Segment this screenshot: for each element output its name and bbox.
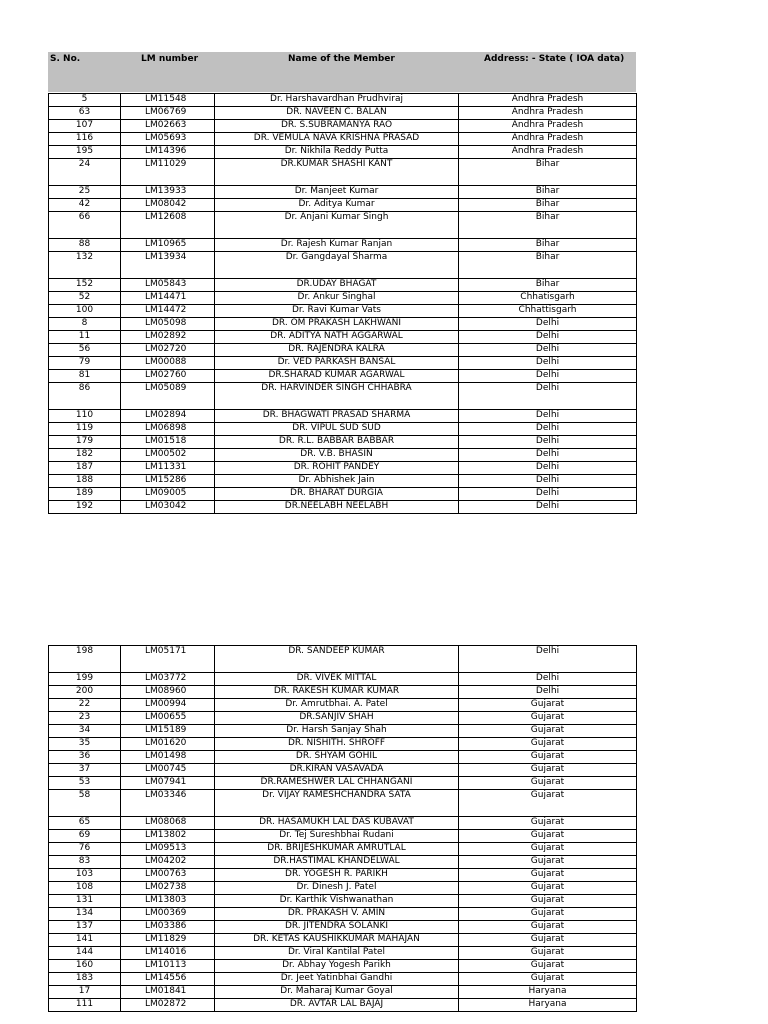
cell-state: Bihar bbox=[459, 239, 637, 252]
cell-lm-number: LM13802 bbox=[121, 830, 215, 843]
cell-sno: 58 bbox=[49, 790, 121, 817]
table-row bbox=[49, 882, 637, 895]
cell-state: Delhi bbox=[459, 475, 637, 488]
cell-state: Gujarat bbox=[459, 738, 637, 751]
cell-sno: 25 bbox=[49, 186, 121, 199]
cell-sno: 183 bbox=[49, 973, 121, 986]
table-row bbox=[49, 252, 637, 279]
cell-state: Gujarat bbox=[459, 895, 637, 908]
cell-sno: 200 bbox=[49, 686, 121, 699]
cell-sno: 134 bbox=[49, 908, 121, 921]
table-row bbox=[49, 279, 637, 292]
cell-lm-number: LM00763 bbox=[121, 869, 215, 882]
cell-sno: 65 bbox=[49, 817, 121, 830]
cell-member-name: Dr. Manjeet Kumar bbox=[215, 186, 459, 199]
cell-member-name: DR. R.L. BABBAR BABBAR bbox=[215, 436, 459, 449]
table-row bbox=[49, 725, 637, 738]
cell-lm-number: LM02894 bbox=[121, 410, 215, 423]
cell-member-name: DR. HARVINDER SINGH CHHABRA bbox=[215, 383, 459, 410]
cell-lm-number: LM13934 bbox=[121, 252, 215, 279]
cell-lm-number: LM00745 bbox=[121, 764, 215, 777]
cell-state: Gujarat bbox=[459, 973, 637, 986]
table-row bbox=[49, 199, 637, 212]
cell-member-name: Dr. Amrutbhai. A. Patel bbox=[215, 699, 459, 712]
cell-state: Chhatisgarh bbox=[459, 292, 637, 305]
cell-state: Delhi bbox=[459, 501, 637, 514]
cell-lm-number: LM00369 bbox=[121, 908, 215, 921]
cell-state: Delhi bbox=[459, 383, 637, 410]
cell-lm-number: LM08042 bbox=[121, 199, 215, 212]
cell-state: Bihar bbox=[459, 186, 637, 199]
cell-lm-number: LM03772 bbox=[121, 673, 215, 686]
cell-sno: 116 bbox=[49, 133, 121, 146]
cell-state: Gujarat bbox=[459, 947, 637, 960]
cell-member-name: Dr. Anjani Kumar Singh bbox=[215, 212, 459, 239]
cell-lm-number: LM11829 bbox=[121, 934, 215, 947]
cell-lm-number: LM02663 bbox=[121, 120, 215, 133]
cell-state: Haryana bbox=[459, 999, 637, 1012]
cell-lm-number: LM01518 bbox=[121, 436, 215, 449]
table-row bbox=[49, 107, 637, 120]
cell-state: Gujarat bbox=[459, 751, 637, 764]
cell-member-name: DR. RAJENDRA KALRA bbox=[215, 344, 459, 357]
cell-sno: 83 bbox=[49, 856, 121, 869]
cell-member-name: DR. VIPUL SUD SUD bbox=[215, 423, 459, 436]
header-lm-number: LM number bbox=[141, 54, 199, 64]
cell-lm-number: LM05693 bbox=[121, 133, 215, 146]
cell-state: Delhi bbox=[459, 686, 637, 699]
cell-member-name: DR. YOGESH R. PARIKH bbox=[215, 869, 459, 882]
cell-sno: 69 bbox=[49, 830, 121, 843]
cell-state: Delhi bbox=[459, 646, 637, 673]
cell-state: Chhattisgarh bbox=[459, 305, 637, 318]
cell-lm-number: LM04202 bbox=[121, 856, 215, 869]
cell-lm-number: LM09005 bbox=[121, 488, 215, 501]
cell-sno: 110 bbox=[49, 410, 121, 423]
table-header bbox=[48, 52, 636, 92]
table-row bbox=[49, 934, 637, 947]
cell-member-name: DR.SANJIV SHAH bbox=[215, 712, 459, 725]
cell-lm-number: LM02892 bbox=[121, 331, 215, 344]
cell-state: Gujarat bbox=[459, 908, 637, 921]
table-row bbox=[49, 895, 637, 908]
cell-lm-number: LM15286 bbox=[121, 475, 215, 488]
cell-member-name: DR. S.SUBRAMANYA RAO bbox=[215, 120, 459, 133]
table-row bbox=[49, 357, 637, 370]
table-row bbox=[49, 830, 637, 843]
cell-member-name: Dr. Dinesh J. Patel bbox=[215, 882, 459, 895]
cell-member-name: DR.UDAY BHAGAT bbox=[215, 279, 459, 292]
cell-state: Andhra Pradesh bbox=[459, 94, 637, 107]
cell-lm-number: LM02738 bbox=[121, 882, 215, 895]
cell-member-name: DR. OM PRAKASH LAKHWANI bbox=[215, 318, 459, 331]
cell-sno: 42 bbox=[49, 199, 121, 212]
cell-sno: 187 bbox=[49, 462, 121, 475]
cell-sno: 81 bbox=[49, 370, 121, 383]
table-row bbox=[49, 843, 637, 856]
cell-sno: 17 bbox=[49, 986, 121, 999]
table-row bbox=[49, 159, 637, 186]
cell-member-name: DR. ADITYA NATH AGGARWAL bbox=[215, 331, 459, 344]
cell-state: Delhi bbox=[459, 423, 637, 436]
cell-state: Gujarat bbox=[459, 856, 637, 869]
cell-lm-number: LM07941 bbox=[121, 777, 215, 790]
cell-member-name: DR.NEELABH NEELABH bbox=[215, 501, 459, 514]
cell-state: Gujarat bbox=[459, 830, 637, 843]
table-row bbox=[49, 501, 637, 514]
cell-state: Andhra Pradesh bbox=[459, 107, 637, 120]
table-row bbox=[49, 764, 637, 777]
table-row bbox=[49, 817, 637, 830]
table-row bbox=[49, 318, 637, 331]
cell-sno: 23 bbox=[49, 712, 121, 725]
cell-member-name: Dr. Tej Sureshbhai Rudani bbox=[215, 830, 459, 843]
cell-member-name: DR. VEMULA NAVA KRISHNA PRASAD bbox=[215, 133, 459, 146]
cell-member-name: DR. KETAS KAUSHIKKUMAR MAHAJAN bbox=[215, 934, 459, 947]
cell-lm-number: LM14556 bbox=[121, 973, 215, 986]
cell-state: Bihar bbox=[459, 199, 637, 212]
cell-sno: 100 bbox=[49, 305, 121, 318]
cell-sno: 195 bbox=[49, 146, 121, 159]
table-row bbox=[49, 410, 637, 423]
cell-sno: 132 bbox=[49, 252, 121, 279]
cell-member-name: Dr. Aditya Kumar bbox=[215, 199, 459, 212]
cell-sno: 63 bbox=[49, 107, 121, 120]
cell-sno: 144 bbox=[49, 947, 121, 960]
cell-lm-number: LM03386 bbox=[121, 921, 215, 934]
table-row bbox=[49, 947, 637, 960]
cell-member-name: Dr. Abhishek Jain bbox=[215, 475, 459, 488]
table-row bbox=[49, 94, 637, 107]
cell-lm-number: LM00502 bbox=[121, 449, 215, 462]
member-table-2 bbox=[48, 645, 637, 1012]
cell-member-name: DR. V.B. BHASIN bbox=[215, 449, 459, 462]
cell-state: Gujarat bbox=[459, 712, 637, 725]
cell-member-name: DR. VIVEK MITTAL bbox=[215, 673, 459, 686]
cell-state: Gujarat bbox=[459, 882, 637, 895]
cell-sno: 199 bbox=[49, 673, 121, 686]
table-row bbox=[49, 344, 637, 357]
cell-sno: 107 bbox=[49, 120, 121, 133]
cell-sno: 131 bbox=[49, 895, 121, 908]
table-row bbox=[49, 712, 637, 725]
cell-member-name: Dr. Ankur Singhal bbox=[215, 292, 459, 305]
cell-member-name: DR. NISHITH. SHROFF bbox=[215, 738, 459, 751]
cell-lm-number: LM15189 bbox=[121, 725, 215, 738]
cell-lm-number: LM00088 bbox=[121, 357, 215, 370]
table-row bbox=[49, 186, 637, 199]
table-row bbox=[49, 383, 637, 410]
cell-member-name: DR. ROHIT PANDEY bbox=[215, 462, 459, 475]
cell-sno: 198 bbox=[49, 646, 121, 673]
cell-sno: 36 bbox=[49, 751, 121, 764]
cell-state: Gujarat bbox=[459, 777, 637, 790]
cell-lm-number: LM05843 bbox=[121, 279, 215, 292]
cell-lm-number: LM02720 bbox=[121, 344, 215, 357]
cell-state: Delhi bbox=[459, 318, 637, 331]
cell-sno: 152 bbox=[49, 279, 121, 292]
cell-member-name: Dr. Karthik Vishwanathan bbox=[215, 895, 459, 908]
cell-state: Delhi bbox=[459, 344, 637, 357]
cell-sno: 141 bbox=[49, 934, 121, 947]
cell-state: Bihar bbox=[459, 252, 637, 279]
cell-state: Gujarat bbox=[459, 699, 637, 712]
cell-sno: 108 bbox=[49, 882, 121, 895]
table-row bbox=[49, 646, 637, 673]
table-row bbox=[49, 738, 637, 751]
cell-sno: 8 bbox=[49, 318, 121, 331]
cell-sno: 86 bbox=[49, 383, 121, 410]
cell-lm-number: LM08960 bbox=[121, 686, 215, 699]
cell-lm-number: LM11331 bbox=[121, 462, 215, 475]
cell-sno: 119 bbox=[49, 423, 121, 436]
cell-sno: 111 bbox=[49, 999, 121, 1012]
cell-sno: 22 bbox=[49, 699, 121, 712]
table-row bbox=[49, 305, 637, 318]
cell-state: Gujarat bbox=[459, 790, 637, 817]
cell-lm-number: LM05098 bbox=[121, 318, 215, 331]
cell-state: Delhi bbox=[459, 436, 637, 449]
cell-sno: 189 bbox=[49, 488, 121, 501]
cell-member-name: Dr. Abhay Yogesh Parikh bbox=[215, 960, 459, 973]
cell-sno: 79 bbox=[49, 357, 121, 370]
cell-state: Delhi bbox=[459, 410, 637, 423]
cell-member-name: DR.HASTIMAL KHANDELWAL bbox=[215, 856, 459, 869]
table-row bbox=[49, 973, 637, 986]
cell-sno: 5 bbox=[49, 94, 121, 107]
cell-state: Gujarat bbox=[459, 869, 637, 882]
cell-member-name: DR.RAMESHWER LAL CHHANGANI bbox=[215, 777, 459, 790]
cell-state: Delhi bbox=[459, 488, 637, 501]
cell-member-name: Dr. Maharaj Kumar Goyal bbox=[215, 986, 459, 999]
cell-sno: 56 bbox=[49, 344, 121, 357]
cell-member-name: DR. BRIJESHKUMAR AMRUTLAL bbox=[215, 843, 459, 856]
cell-lm-number: LM01841 bbox=[121, 986, 215, 999]
cell-member-name: Dr. VIJAY RAMESHCHANDRA SATA bbox=[215, 790, 459, 817]
cell-state: Andhra Pradesh bbox=[459, 133, 637, 146]
cell-lm-number: LM10113 bbox=[121, 960, 215, 973]
table-row bbox=[49, 908, 637, 921]
header-sno: S. No. bbox=[50, 54, 81, 64]
cell-state: Gujarat bbox=[459, 960, 637, 973]
cell-sno: 53 bbox=[49, 777, 121, 790]
cell-lm-number: LM03042 bbox=[121, 501, 215, 514]
cell-state: Delhi bbox=[459, 357, 637, 370]
cell-lm-number: LM10965 bbox=[121, 239, 215, 252]
table-row bbox=[49, 462, 637, 475]
cell-sno: 182 bbox=[49, 449, 121, 462]
table-row bbox=[49, 856, 637, 869]
cell-member-name: DR.KIRAN VASAVADA bbox=[215, 764, 459, 777]
table-row bbox=[49, 921, 637, 934]
cell-state: Haryana bbox=[459, 986, 637, 999]
cell-lm-number: LM00655 bbox=[121, 712, 215, 725]
table-row bbox=[49, 777, 637, 790]
cell-sno: 52 bbox=[49, 292, 121, 305]
cell-member-name: Dr. Viral Kantilal Patel bbox=[215, 947, 459, 960]
cell-member-name: Dr. Nikhila Reddy Putta bbox=[215, 146, 459, 159]
table-row bbox=[49, 212, 637, 239]
cell-lm-number: LM11029 bbox=[121, 159, 215, 186]
cell-sno: 37 bbox=[49, 764, 121, 777]
header-member-name: Name of the Member bbox=[288, 54, 395, 64]
cell-state: Gujarat bbox=[459, 934, 637, 947]
cell-lm-number: LM13933 bbox=[121, 186, 215, 199]
cell-member-name: Dr. Ravi Kumar Vats bbox=[215, 305, 459, 318]
cell-member-name: DR. RAKESH KUMAR KUMAR bbox=[215, 686, 459, 699]
cell-state: Gujarat bbox=[459, 764, 637, 777]
cell-member-name: Dr. Gangdayal Sharma bbox=[215, 252, 459, 279]
table-row bbox=[49, 436, 637, 449]
table-row bbox=[49, 449, 637, 462]
cell-member-name: DR. SHYAM GOHIL bbox=[215, 751, 459, 764]
cell-lm-number: LM02760 bbox=[121, 370, 215, 383]
table-row bbox=[49, 488, 637, 501]
table-row bbox=[49, 790, 637, 817]
cell-member-name: DR. BHAGWATI PRASAD SHARMA bbox=[215, 410, 459, 423]
cell-state: Delhi bbox=[459, 462, 637, 475]
cell-sno: 11 bbox=[49, 331, 121, 344]
cell-member-name: DR. JITENDRA SOLANKI bbox=[215, 921, 459, 934]
member-table-2-body bbox=[49, 646, 637, 1012]
cell-sno: 88 bbox=[49, 239, 121, 252]
cell-lm-number: LM14016 bbox=[121, 947, 215, 960]
cell-state: Delhi bbox=[459, 449, 637, 462]
table-row bbox=[49, 869, 637, 882]
cell-state: Delhi bbox=[459, 331, 637, 344]
cell-member-name: Dr. Jeet Yatinbhai Gandhi bbox=[215, 973, 459, 986]
table-row bbox=[49, 423, 637, 436]
table-row bbox=[49, 331, 637, 344]
cell-state: Delhi bbox=[459, 370, 637, 383]
cell-lm-number: LM05089 bbox=[121, 383, 215, 410]
table-row bbox=[49, 673, 637, 686]
cell-state: Bihar bbox=[459, 279, 637, 292]
cell-member-name: DR. PRAKASH V. AMIN bbox=[215, 908, 459, 921]
cell-member-name: DR.SHARAD KUMAR AGARWAL bbox=[215, 370, 459, 383]
table-row bbox=[49, 292, 637, 305]
cell-lm-number: LM13803 bbox=[121, 895, 215, 908]
cell-lm-number: LM02872 bbox=[121, 999, 215, 1012]
table-row bbox=[49, 699, 637, 712]
cell-sno: 192 bbox=[49, 501, 121, 514]
cell-state: Bihar bbox=[459, 159, 637, 186]
cell-lm-number: LM11548 bbox=[121, 94, 215, 107]
cell-state: Andhra Pradesh bbox=[459, 146, 637, 159]
cell-member-name: DR. NAVEEN C. BALAN bbox=[215, 107, 459, 120]
cell-state: Gujarat bbox=[459, 725, 637, 738]
table-row bbox=[49, 475, 637, 488]
cell-lm-number: LM00994 bbox=[121, 699, 215, 712]
table-row bbox=[49, 986, 637, 999]
table-row bbox=[49, 133, 637, 146]
cell-sno: 137 bbox=[49, 921, 121, 934]
cell-sno: 179 bbox=[49, 436, 121, 449]
cell-lm-number: LM08068 bbox=[121, 817, 215, 830]
cell-sno: 103 bbox=[49, 869, 121, 882]
table-row bbox=[49, 120, 637, 133]
cell-sno: 188 bbox=[49, 475, 121, 488]
cell-sno: 35 bbox=[49, 738, 121, 751]
cell-state: Gujarat bbox=[459, 817, 637, 830]
cell-member-name: DR. AVTAR LAL BAJAJ bbox=[215, 999, 459, 1012]
cell-member-name: DR. SANDEEP KUMAR bbox=[215, 646, 459, 673]
cell-lm-number: LM01498 bbox=[121, 751, 215, 764]
table-row bbox=[49, 146, 637, 159]
cell-lm-number: LM06769 bbox=[121, 107, 215, 120]
cell-member-name: DR. BHARAT DURGIA bbox=[215, 488, 459, 501]
cell-lm-number: LM06898 bbox=[121, 423, 215, 436]
cell-lm-number: LM09513 bbox=[121, 843, 215, 856]
cell-member-name: Dr. Rajesh Kumar Ranjan bbox=[215, 239, 459, 252]
cell-sno: 34 bbox=[49, 725, 121, 738]
cell-lm-number: LM14472 bbox=[121, 305, 215, 318]
member-table-1-body bbox=[49, 94, 637, 514]
cell-lm-number: LM14471 bbox=[121, 292, 215, 305]
cell-sno: 160 bbox=[49, 960, 121, 973]
cell-member-name: Dr. Harsh Sanjay Shah bbox=[215, 725, 459, 738]
cell-lm-number: LM05171 bbox=[121, 646, 215, 673]
cell-member-name: Dr. VED PARKASH BANSAL bbox=[215, 357, 459, 370]
cell-state: Delhi bbox=[459, 673, 637, 686]
cell-sno: 24 bbox=[49, 159, 121, 186]
member-table-1 bbox=[48, 93, 637, 514]
cell-lm-number: LM12608 bbox=[121, 212, 215, 239]
cell-lm-number: LM14396 bbox=[121, 146, 215, 159]
cell-member-name: Dr. Harshavardhan Prudhviraj bbox=[215, 94, 459, 107]
cell-state: Bihar bbox=[459, 212, 637, 239]
cell-state: Gujarat bbox=[459, 921, 637, 934]
header-state: Address: - State ( IOA data) bbox=[484, 54, 625, 64]
table-row bbox=[49, 686, 637, 699]
cell-state: Gujarat bbox=[459, 843, 637, 856]
cell-sno: 66 bbox=[49, 212, 121, 239]
cell-state: Andhra Pradesh bbox=[459, 120, 637, 133]
cell-member-name: DR. HASAMUKH LAL DAS KUBAVAT bbox=[215, 817, 459, 830]
table-row bbox=[49, 370, 637, 383]
cell-lm-number: LM03346 bbox=[121, 790, 215, 817]
table-row bbox=[49, 751, 637, 764]
table-row bbox=[49, 239, 637, 252]
table-row bbox=[49, 999, 637, 1012]
cell-lm-number: LM01620 bbox=[121, 738, 215, 751]
cell-sno: 76 bbox=[49, 843, 121, 856]
table-row bbox=[49, 960, 637, 973]
cell-member-name: DR.KUMAR SHASHI KANT bbox=[215, 159, 459, 186]
